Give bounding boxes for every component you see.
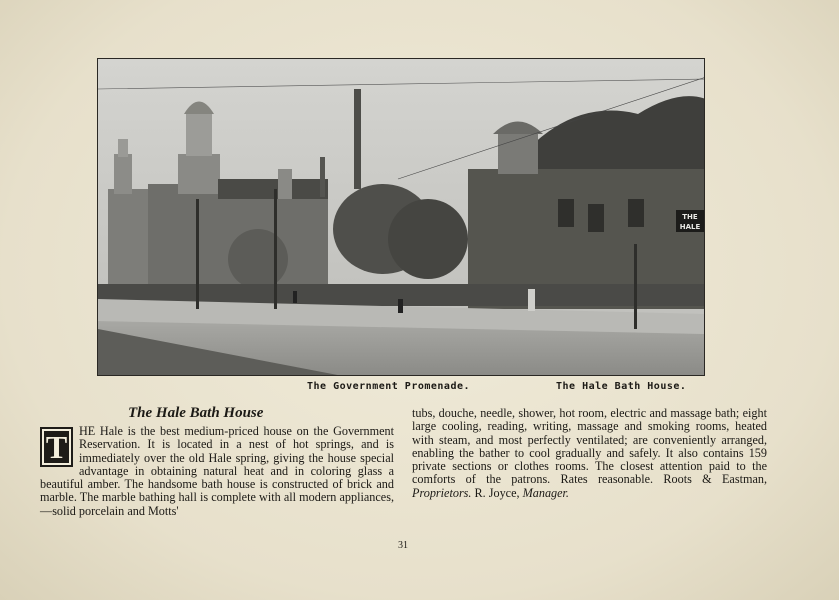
article-text-right: tubs, douche, needle, shower, hot room, electric and massage bath; eight large cooling, reading, writing, massage and smoking rooms, heated with steam, and most perfectly ventilated; are conveniently arranged, enabling the bather to cool gradually and safely. It also contains 159 private sections or clothes rooms. The closest attention paid to the comforts of the patrons. Rates reasonable.	[412, 406, 767, 487]
manager-name: R. Joyce,	[474, 485, 520, 500]
proprietors-label: Proprietors.	[412, 485, 472, 500]
article-column-left	[40, 425, 394, 518]
article-title: The Hale Bath House	[128, 405, 264, 421]
manager-label: Manager.	[522, 485, 569, 500]
hale-sign-line1: THE	[682, 213, 698, 221]
article-text-left: HE Hale is the best medium-priced house on the Government Reservation. It is located in a nest of hot springs, and is immediately over the old Hale spring, giving the house special advantage in obtaining natural heat and in coloring glass a beautiful amber. The handsome bath house is constructed of brick and marble. The marble bathing hall is complete with all modern appliances,—solid porcelain and Motts'	[40, 424, 394, 518]
article-column-right	[412, 407, 767, 500]
photo-caption-right: The Hale Bath House.	[556, 381, 687, 392]
street-photograph	[97, 58, 705, 376]
drop-cap: T	[40, 427, 73, 467]
proprietors-name: Roots & Eastman,	[663, 472, 767, 487]
page-number: 31	[398, 540, 408, 551]
hale-sign-line2: HALE	[679, 223, 701, 231]
photo-caption-left: The Government Promenade.	[307, 381, 471, 392]
